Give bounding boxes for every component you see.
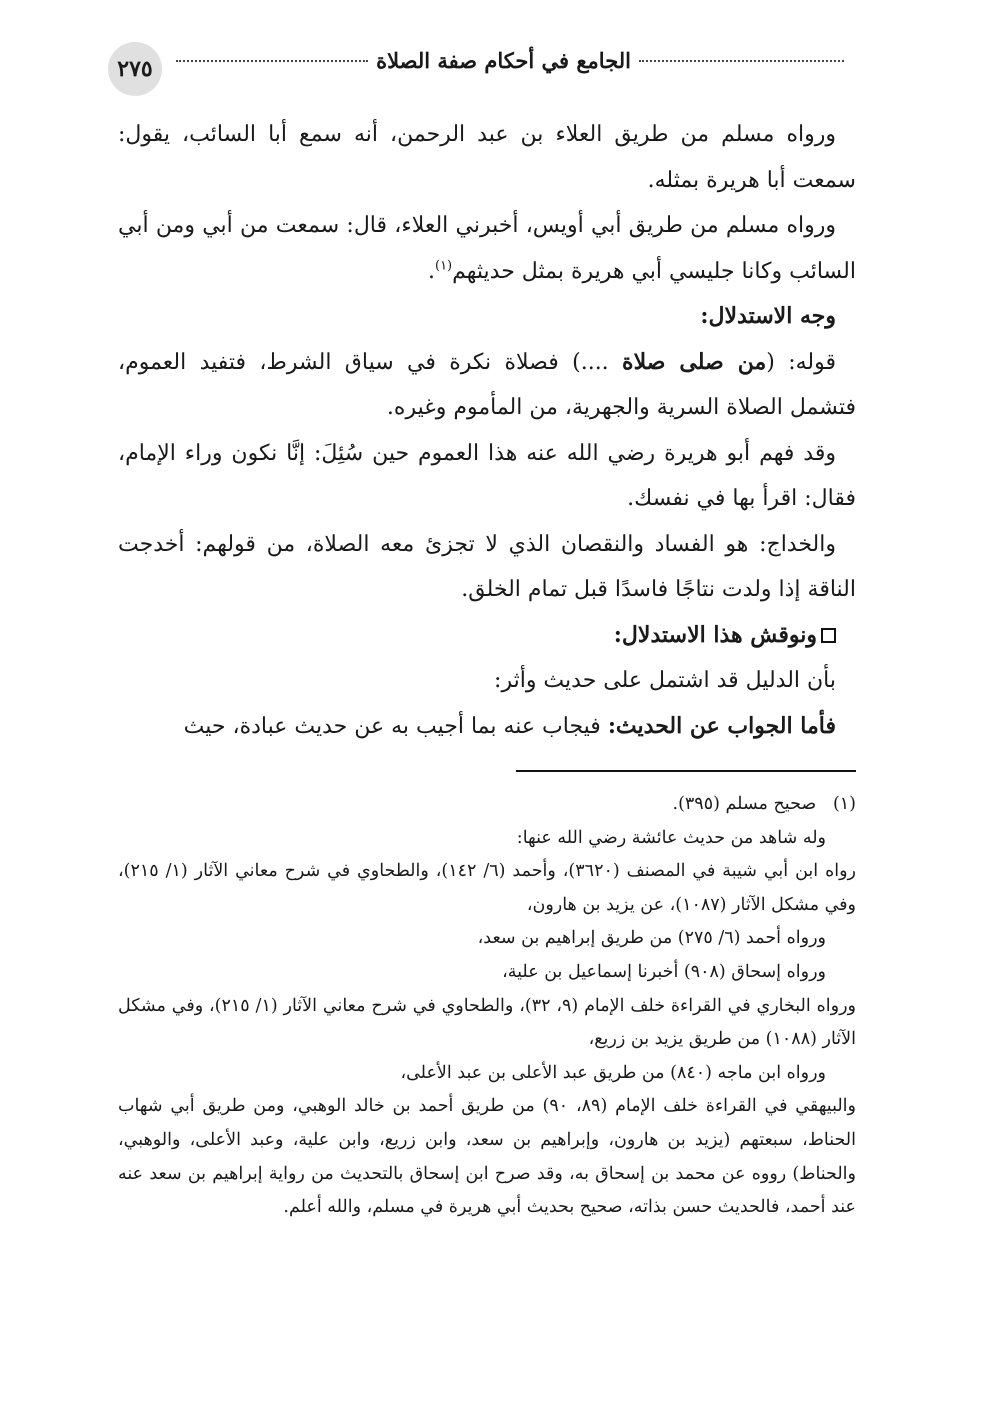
footnote-line: وله شاهد من حديث عائشة رضي الله عنها: [516,827,826,848]
footnote-line: ورواه إسحاق (٩٠٨) أخبرنا إسماعيل بن علية، [502,961,826,982]
paragraph-lead: فأما الجواب عن الحديث: [607,712,836,739]
footnote-first-line [118,788,856,822]
footnote-ref[interactable]: (١) [434,258,453,274]
running-title-text: الجامع في أحكام صفة الصلاة [376,48,631,73]
dotted-leader-left [176,60,368,62]
paragraph-text: ورواه مسلم من طريق أبي أويس، أخبرني العلاء، قال: سمعت من أبي ومن أبي السائب وكانا جليسي أبي هريرة بمثل حديثهم [118,213,856,284]
paragraph [118,340,856,431]
footnotes [118,788,856,1225]
main-text [118,112,856,749]
footnote-line: ورواه أحمد (٦/ ٢٧٥) من طريق إبراهيم بن سعد، [477,928,826,949]
page-number: ٢٧٥ [117,56,153,82]
paragraph [118,704,856,750]
paragraph-end: . [427,258,435,284]
page-number-badge [108,42,162,96]
paragraph-text: ....) فصلاة نكرة في سياق الشرط، فتفيد العموم، فتشمل الصلاة السرية والجهرية، من المأموم وغيره. [118,349,856,420]
quoted-hadith-phrase: من صلى صلاة [622,348,767,375]
footnote-line: رواه ابن أبي شيبة في المصنف (٣٦٢٠)، وأحمد (٦/ ١٤٢)، والطحاوي في شرح معاني الآثار (١/ ٢١٥)، وفي مشكل الآثار (١٠٨٧)، عن يزيد بن هارون، [118,861,856,915]
section-heading-text: ونوقش هذا الاستدلال: [613,621,817,648]
square-bullet-icon [821,628,836,643]
quote-open: قوله: ( [766,349,836,375]
footnote-line: والبيهقي في القراءة خلف الإمام (٨٩، ٩٠) من طريق أحمد بن خالد الوهبي، ومن طريق أبي شهاب الحناط، سبعتهم (يزيد بن هارون، وإبراهيم بن سعد، وابن زريع، وابن علية، وعبد الأعلى، والوهبي، والحناط) رووه عن محمد بن إسحاق به، وقد صرح ابن إسحاق بالتحديث من رواية إبراهيم بن سعد عنه عند أحمد، فالحديث حسن بذاته، صحيح بحديث أبي هريرة في مسلم، والله أعلم. [118,1096,856,1218]
dotted-leader-right [639,60,844,62]
footnote-line: ورواه ابن ماجه (٨٤٠) من طريق عبد الأعلى بن عبد الأعلى، [400,1062,826,1083]
paragraph: ورواه مسلم من طريق العلاء بن عبد الرحمن، أنه سمع أبا السائب، يقول: سمعت أبا هريرة بمثله. [118,122,856,193]
footnote-line: ورواه البخاري في القراءة خلف الإمام (٩، ٣٢)، والطحاوي في شرح معاني الآثار (١/ ٢١٥)، وفي مشكل الآثار (١٠٨٨) من طريق يزيد بن زريع، [118,995,856,1050]
section-heading: وجه الاستدلال: [700,303,836,329]
paragraph: وقد فهم أبو هريرة رضي الله عنه هذا العموم حين سُئِلَ: إنَّا نكون وراء الإمام، فقال: اقرأ بها في نفسك. [118,440,856,511]
paragraph: والخداج: هو الفساد والنقصان الذي لا تجزئ معه الصلاة، من قولهم: أخدجت الناقة إذا ولدت نتاجًا فاسدًا قبل تمام الخلق. [118,531,856,602]
page-header [108,42,844,104]
footnote-separator [516,770,856,772]
section-heading [118,613,856,659]
paragraph [118,203,856,294]
paragraph-text: فيجاب عنه بما أجيب به عن حديث عبادة، حيث [183,713,608,739]
footnote-marker: (١) [832,794,856,814]
paragraph: بأن الدليل قد اشتمل على حديث وأثر: [494,668,836,693]
footnote-text: صحيح مسلم (٣٩٥). [672,794,817,814]
running-title [176,48,844,73]
